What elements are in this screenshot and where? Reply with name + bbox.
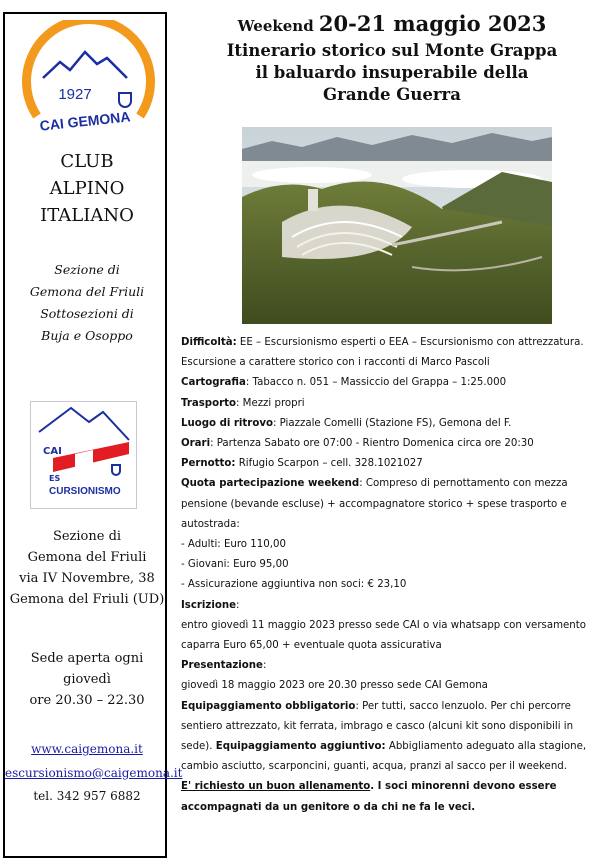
esc-logo-es: ES <box>49 474 61 483</box>
presentazione-heading <box>181 656 601 676</box>
iscrizione-heading <box>181 596 601 616</box>
ritrovo-value: : Piazzale Comelli (Stazione FS), Gemona del F. <box>272 417 512 429</box>
sezione-line-2: Gemona del Friuli <box>29 284 145 299</box>
cartografia-label: Cartografia <box>181 377 246 389</box>
ritrovo-label: Luogo di ritrovo <box>181 417 273 429</box>
hours-block <box>5 648 169 711</box>
equip-obbl-value: : Per tutti, sacco lenzuolo. Per chi percorre sentiero attrezzato, kit ferrata, imbrago e casco (alcuni kit sono disponibili in sede). <box>181 700 574 753</box>
cartografia-row <box>181 373 601 393</box>
website-row <box>5 742 169 756</box>
event-details <box>181 333 601 818</box>
subtitle-line-1: Itinerario storico sul Monte Grappa <box>226 41 558 60</box>
esc-logo-text: CURSIONISMO <box>49 486 121 497</box>
ritrovo-row <box>181 414 601 434</box>
equip-agg-label: Equipaggiamento aggiuntivo: <box>215 741 386 753</box>
hours-line-2: giovedì <box>63 672 111 687</box>
allenamento-row <box>181 777 601 817</box>
monte-grappa-photo <box>242 127 552 324</box>
hours-line-1: Sede aperta ogni <box>30 651 144 666</box>
club-line-3: ITALIANO <box>40 205 134 226</box>
logo-name: CAI GEMONA <box>38 108 132 134</box>
pernotto-row <box>181 454 601 474</box>
cartografia-value: : Tabacco n. 051 – Massiccio del Grappa – 1:25.000 <box>245 377 507 389</box>
club-name <box>5 148 169 229</box>
cai-emblem-icon <box>118 92 132 108</box>
presentazione-colon: : <box>262 660 267 672</box>
orari-label: Orari <box>181 438 211 450</box>
allenamento-value: . I soci minorenni devono essere accompagnati da un genitore o da chi ne fa le veci. <box>181 781 557 813</box>
email-link[interactable]: escursionismo@caigemona.it <box>5 766 183 780</box>
event-title <box>178 10 606 106</box>
iscrizione-colon: : <box>236 599 240 611</box>
trasporto-label: Trasporto <box>181 397 236 409</box>
quota-value: : Compreso di pernottamento con mezza pensione (bevande escluse) + accompagnatore storico + spese trasporto e autostrada: <box>181 478 568 530</box>
website-link[interactable]: www.caigemona.it <box>31 742 143 756</box>
difficolta-label: Difficoltà: <box>181 337 237 348</box>
difficolta-value: EE – Escursionismo esperti o EEA – Escursionismo con attrezzatura. <box>236 337 584 348</box>
storico-row: Escursione a carattere storico con i racconti di Marco Pascoli <box>181 357 490 369</box>
address-line-3: via IV Novembre, 38 <box>19 571 155 586</box>
hours-line-3: ore 20.30 – 22.30 <box>29 693 145 708</box>
allenamento-label: E' richiesto un buon allenamento <box>181 781 371 793</box>
weekend-label: Weekend <box>237 17 319 35</box>
cai-gemona-logo <box>15 20 160 145</box>
quota-item: - Assicurazione aggiuntiva non soci: € 23,10 <box>181 579 407 591</box>
address-line-2: Gemona del Friuli <box>27 550 147 565</box>
orari-row <box>181 434 601 454</box>
sezione-block <box>5 259 169 347</box>
trasporto-row <box>181 394 601 414</box>
address-line-1: Sezione di <box>52 529 122 544</box>
title-line <box>178 10 606 40</box>
orari-value: : Partenza Sabato ore 07:00 - Rientro Domenica circa ore 20:30 <box>210 438 534 450</box>
address-block <box>5 526 169 610</box>
pernotto-value: Rifugio Scarpon – cell. 328.1021027 <box>235 458 423 470</box>
sidebar <box>3 12 183 858</box>
quota-item: - Giovani: Euro 95,00 <box>181 559 289 571</box>
address-line-4: Gemona del Friuli (UD) <box>9 592 165 607</box>
event-dates: 20-21 maggio 2023 <box>318 11 547 36</box>
phone-number: tel. 342 957 6882 <box>33 789 141 803</box>
equipaggiamento-row <box>181 697 601 778</box>
equip-agg-value: Abbigliamento adeguato alla stagione, cambio asciutto, scarponcini, guanti, acqua, pranzi al sacco per il weekend. <box>181 741 587 773</box>
sezione-line-4: Buja e Osoppo <box>41 328 133 343</box>
iscrizione-label: Iscrizione <box>181 599 236 611</box>
subtitle-line-2: il baluardo insuperabile della <box>255 63 529 82</box>
logo-year: 1927 <box>58 86 92 103</box>
email-row <box>5 766 183 780</box>
trasporto-value: : Mezzi propri <box>235 397 305 409</box>
difficolta-row <box>181 333 601 353</box>
club-line-1: CLUB <box>60 151 114 172</box>
cai-emblem-small-icon <box>111 464 121 476</box>
pernotto-label: Pernotto: <box>181 458 236 470</box>
presentazione-value: giovedì 18 maggio 2023 ore 20.30 presso sede CAI Gemona <box>181 680 488 692</box>
sezione-line-1: Sezione di <box>54 262 120 277</box>
quota-item: - Adulti: Euro 110,00 <box>181 539 286 551</box>
sezione-line-3: Sottosezioni di <box>40 306 134 321</box>
club-line-2: ALPINO <box>49 178 125 199</box>
equip-obbl-label: Equipaggiamento obbligatorio <box>181 700 356 712</box>
subtitle-line-3: Grande Guerra <box>323 85 461 104</box>
escursionismo-logo <box>30 401 137 509</box>
quota-row <box>181 474 601 535</box>
presentazione-label: Presentazione <box>181 660 263 672</box>
quota-label: Quota partecipazione weekend <box>181 478 360 490</box>
iscrizione-value: entro giovedì 11 maggio 2023 presso sede CAI o via whatsapp con versamento caparra Euro 65,00 + eventuale quota assicurativa <box>181 619 586 652</box>
esc-logo-cai: CAI <box>43 446 62 457</box>
